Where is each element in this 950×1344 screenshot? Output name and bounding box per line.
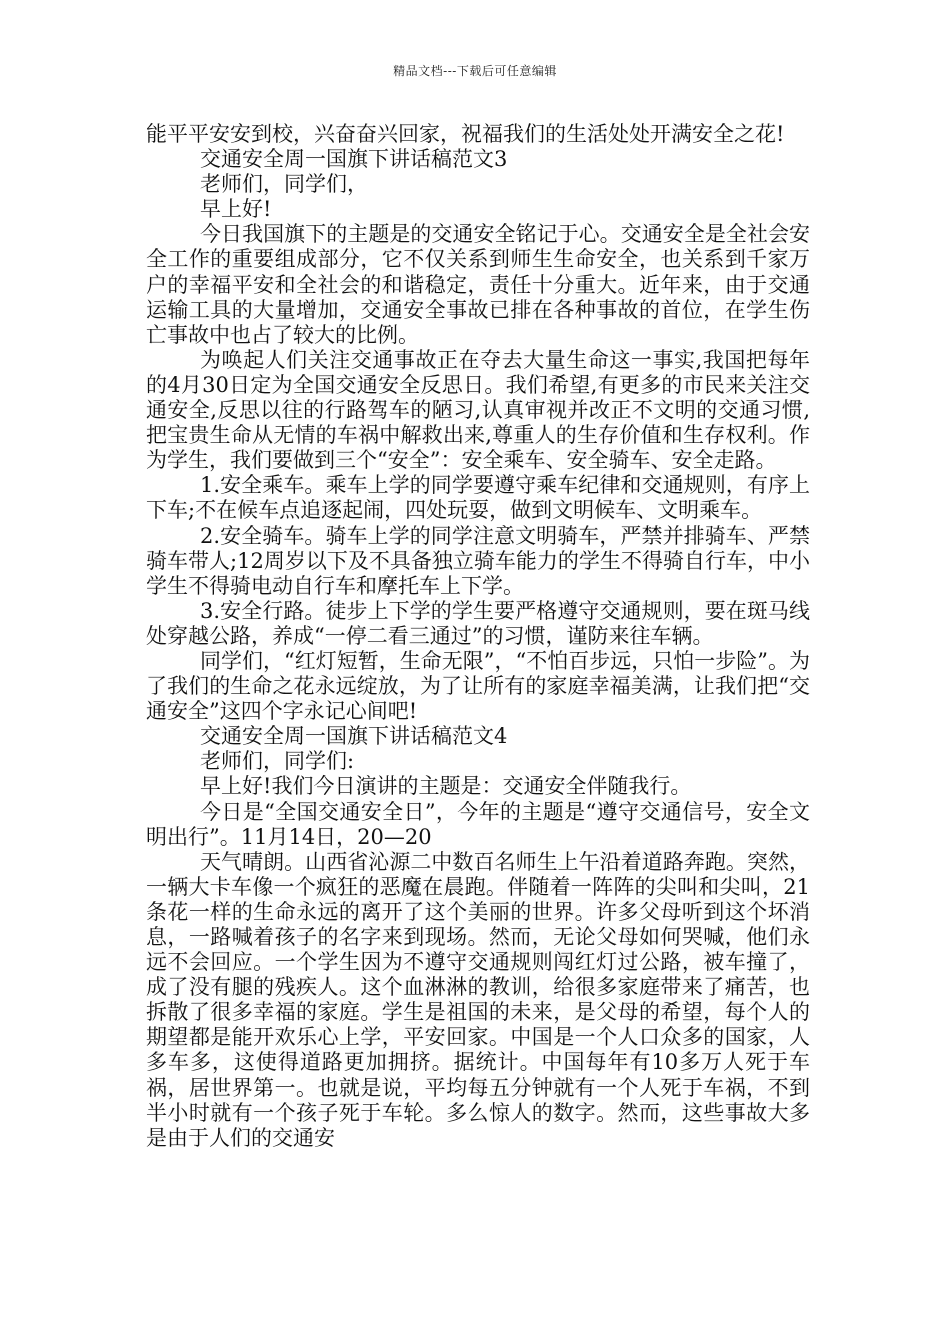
paragraph: 为唤起人们关注交通事故正在夺去大量生命这一事实,我国把每年的4月30日定为全国交通安全反思日。我们希望,有更多的市民来关注交通安全,反思以往的行路驾车的陋习,认真审视并改正不文明的交通习惯,把宝贵生命从无情的车祸中解救出来,尊重人的生存价值和生存权利。作为学生，我们要做到三个“安全”：安全乘车、安全骑车、安全走路。 <box>146 347 810 473</box>
section-title: 交通安全周一国旗下讲话稿范文4 <box>200 724 508 749</box>
paragraph: 同学们，“红灯短暂，生命无限”，“不怕百步远，只怕一步险”。为了我们的生命之花永远绽放，为了让所有的家庭幸福美满，让我们把“交通安全”这四个字永记心间吧! <box>146 648 810 724</box>
salutation: 老师们，同学们: <box>200 749 355 774</box>
paragraph: 今日是“全国交通安全日”，今年的主题是“遵守交通信号，安全文明出行”。11月14日，20—20 <box>146 799 810 849</box>
salutation: 老师们，同学们， <box>200 172 368 197</box>
document-body <box>146 122 810 1151</box>
paragraph: 天气晴朗。山西省沁源二中数百名师生上午沿着道路奔跑。突然，一辆大卡车像一个疯狂的恶魔在晨跑。伴随着一阵阵的尖叫和尖叫，21条花一样的生命永远的离开了这个美丽的世界。许多父母听到这个坏消息，一路喊着孩子的名字来到现场。然而，无论父母如何哭喊，他们永远不会回应。一个学生因为不遵守交通规则闯红灯过公路，被车撞了，成了没有腿的残疾人。这个血淋淋的教训，给很多家庭带来了痛苦，也拆散了很多幸福的家庭。学生是祖国的未来，是父母的希望，每个人的期望都是能开欢乐心上学，平安回家。中国是一个人口众多的国家，人多车多，这使得道路更加拥挤。据统计。中国每年有10多万人死于车祸，居世界第一。也就是说，平均每五分钟就有一个人死于车祸，不到半小时就有一个孩子死于车轮。多么惊人的数字。然而，这些事故大多是由于人们的交通安 <box>146 849 810 1150</box>
greeting: 早上好!我们今日演讲的主题是：交通安全伴随我行。 <box>200 774 692 799</box>
section-title: 交通安全周一国旗下讲话稿范文3 <box>200 147 508 172</box>
list-item: 2.安全骑车。骑车上学的同学注意文明骑车，严禁并排骑车、严禁骑车带人;12周岁以下及不具备独立骑车能力的学生不得骑自行车，中小学生不得骑电动自行车和摩托车上下学。 <box>146 523 810 598</box>
greeting: 早上好! <box>200 197 272 222</box>
paragraph: 能平平安安到校，兴奋奋兴回家，祝福我们的生活处处开满安全之花! <box>146 122 785 146</box>
list-item: 1.安全乘车。乘车上学的同学要遵守乘车纪律和交通规则，有序上下车;不在候车点追逐起闹，四处玩耍，做到文明候车、文明乘车。 <box>146 473 810 523</box>
list-item: 3.安全行路。徒步上下学的学生要严格遵守交通规则，要在斑马线处穿越公路，养成“一停二看三通过”的习惯，谨防来往车辆。 <box>146 598 810 648</box>
paragraph: 今日我国旗下的主题是的交通安全铭记于心。交通安全是全社会安全工作的重要组成部分，它不仅关系到师生生命安全，也关系到千家万户的幸福平安和全社会的和谐稳定，责任十分重大。近年来，由于交通运输工具的大量增加，交通安全事故已排在各种事故的首位，在学生伤亡事故中也占了较大的比例。 <box>146 222 810 347</box>
page-header: 精品文档---下载后可任意编辑 <box>393 64 557 78</box>
